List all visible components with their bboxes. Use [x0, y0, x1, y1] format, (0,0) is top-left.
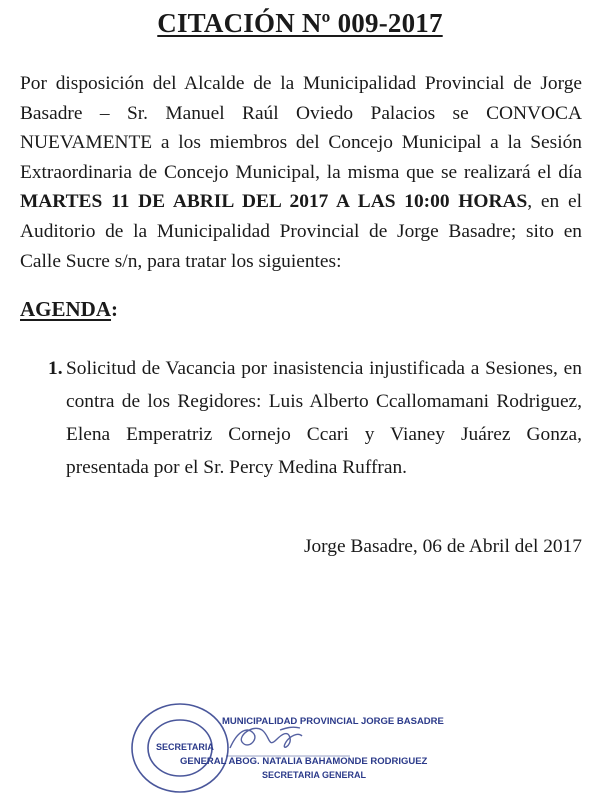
agenda-heading — [20, 297, 118, 322]
convocation-paragraph — [20, 69, 582, 276]
document-title: CITACIÓN Nº 009-2017 — [157, 8, 443, 38]
paragraph-text-end: , en el Auditorio de la Municipalidad Provincial de Jorge Basadre; sito en Calle Sucre s/n, para tratar los siguientes: — [20, 191, 582, 272]
stamp-signer-role: SECRETARIA GENERAL — [262, 770, 367, 780]
stamp-secretary-label: SECRETARIA — [156, 742, 214, 752]
agenda-item — [48, 352, 582, 484]
stamp-municipality-label: MUNICIPALIDAD PROVINCIAL JORGE BASADRE — [222, 716, 444, 727]
stamp-signer-name: GENERAL ABOG. NATALIA BAHAMONDE RODRIGUEZ — [180, 756, 428, 767]
date-line: Jorge Basadre, 06 de Abril del 2017 — [303, 536, 582, 557]
agenda-item-number: 1. — [48, 358, 63, 379]
agenda-item-text: Solicitud de Vacancia por inasistencia injustificada a Sesiones, en contra de los Regidores: Luis Alberto Ccallomamani Rodriguez, Elena Emperatriz Cornejo Ccari y Vianey Juárez Gonza, presentada por el Sr. Percy Medina Ruffran. — [66, 358, 582, 478]
agenda-heading-colon: : — [111, 297, 119, 321]
paragraph-text-start: Por disposición del Alcalde de la Municipalidad Provincial de Jorge Basadre – Sr. Manuel Raúl Oviedo Palacios se CONVOCA NUEVAMENTE a los miembros del Concejo Municipal a la Sesión Extraordinaria de Concejo Municipal, la misma que se realizará el día — [20, 73, 582, 183]
paragraph-date-time: MARTES 11 DE ABRIL DEL 2017 A LAS 10:00 HORAS — [20, 191, 528, 213]
seal-and-signature — [130, 690, 444, 798]
agenda-heading-label: AGENDA — [20, 297, 112, 321]
